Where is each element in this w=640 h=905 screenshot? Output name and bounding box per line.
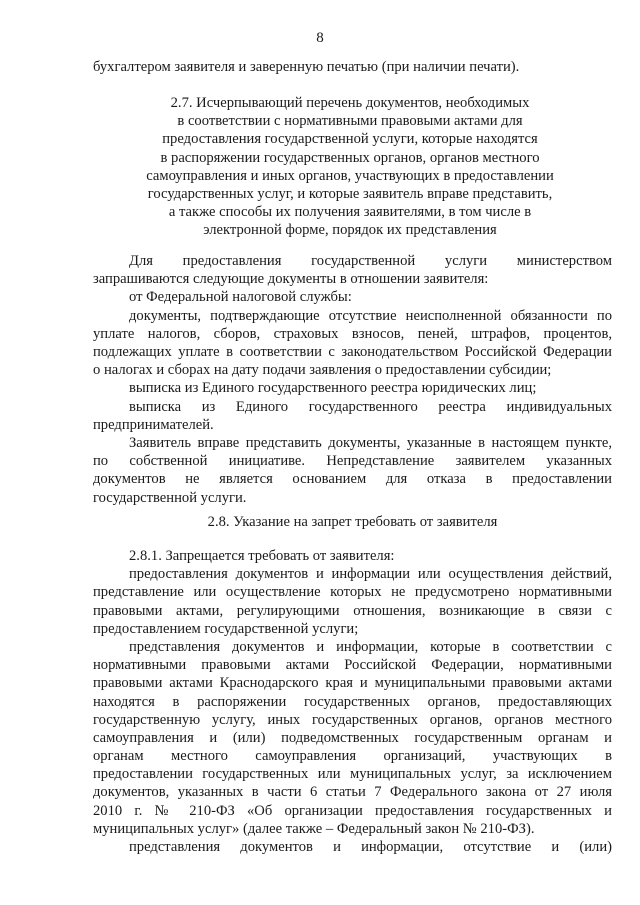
intro-paragraph xyxy=(93,58,612,76)
body-line: выписка из Единого государственного реестра индивидуальных xyxy=(129,398,612,415)
heading-line: а также способы их получения заявителями, в том числе в xyxy=(168,204,532,221)
heading-line: электронной форме, порядок их представления xyxy=(203,222,497,239)
body-line: предпринимателей. xyxy=(93,416,214,433)
body-line: документов не является основанием для отказа в предоставлении xyxy=(93,471,612,488)
section-2-8-body xyxy=(93,547,612,856)
body-line: государственной услуги. xyxy=(93,489,247,506)
heading-line: в распоряжении государственных органов, органов местного xyxy=(160,149,540,166)
body-line: документов, указанных в части 6 статьи 7 Федерального закона от 27 июля xyxy=(93,784,612,801)
body-line: представления документов и информации, которые в соответствии с xyxy=(129,638,612,655)
body-line: правовыми актами, регулирующими отношения, возникающие в связи с xyxy=(93,602,612,619)
body-line: муниципальных услуг» (далее также – Федеральный закон № 210-ФЗ). xyxy=(93,820,535,837)
heading-line: предоставления государственной услуги, которые находятся xyxy=(162,131,538,148)
body-line: органам местного самоуправления организаций, участвующих в xyxy=(93,748,612,765)
body-line: правовыми актами Краснодарского края и муниципальными правовыми актами xyxy=(93,675,612,692)
heading-line: самоуправления и иных органов, участвующих в предоставлении xyxy=(146,167,554,184)
body-line: выписка из Единого государственного реестра юридических лиц; xyxy=(129,380,537,397)
body-line: по собственной инициативе. Непредставление заявителем указанных xyxy=(93,453,612,470)
body-line: запрашиваются следующие документы в отношении заявителя: xyxy=(93,271,489,288)
body-line: предоставлением государственной услуги; xyxy=(93,620,359,637)
heading-line: 2.7. Исчерпывающий перечень документов, необходимых xyxy=(170,95,530,111)
body-line: государственную услугу, иных государственных органов, органов местного xyxy=(93,711,612,728)
body-line: находятся в распоряжении государственных органов, предоставляющих xyxy=(93,693,612,710)
body-line: о налогах и сборах на дату подачи заявления о предоставлении субсидии; xyxy=(93,362,552,379)
body-line: нормативными правовыми актами Российской Федерации, нормативными xyxy=(93,657,612,674)
heading-line: 2.8. Указание на запрет требовать от заявителя xyxy=(207,514,498,530)
section-2-7-body xyxy=(93,252,612,507)
body-line: 2010 г. № 210-ФЗ «Об организации предоставления государственных и xyxy=(93,802,612,819)
heading-line: государственных услуг, и которые заявитель вправе представить, xyxy=(147,186,553,203)
body-line: Заявитель вправе представить документы, указанные в настоящем пункте, xyxy=(129,434,612,451)
body-line: 2.8.1. Запрещается требовать от заявителя: xyxy=(129,548,395,564)
body-line: предоставлении государственных или муниципальных услуг, за исключением xyxy=(93,766,612,783)
body-line: документы, подтверждающие отсутствие неисполненной обязанности по xyxy=(129,307,612,324)
body-line: представления документов и информации, отсутствие и (или) xyxy=(129,839,612,856)
body-line: Для предоставления государственной услуги министерством xyxy=(129,253,612,269)
body-line: предоставления документов и информации или осуществления действий, xyxy=(129,566,612,583)
body-line: самоуправления и (или) подведомственных государственным органам и xyxy=(93,729,612,746)
body-line: подлежащих уплате в соответствии с законодательством Российской Федерации xyxy=(93,343,612,360)
heading-line: в соответствии с нормативными правовыми актами для xyxy=(177,113,523,130)
intro-line: бухгалтером заявителя и заверенную печатью (при наличии печати). xyxy=(93,59,520,75)
page-number: 8 xyxy=(316,30,324,46)
section-2-8-heading xyxy=(93,513,612,531)
body-line: уплате налогов, сборов, страховых взносов, пеней, штрафов, процентов, xyxy=(93,325,612,342)
body-line: от Федеральной налоговой службы: xyxy=(129,289,352,306)
section-2-7-heading xyxy=(130,94,570,240)
body-line: представление или осуществление которых не предусмотрено нормативными xyxy=(93,584,612,601)
